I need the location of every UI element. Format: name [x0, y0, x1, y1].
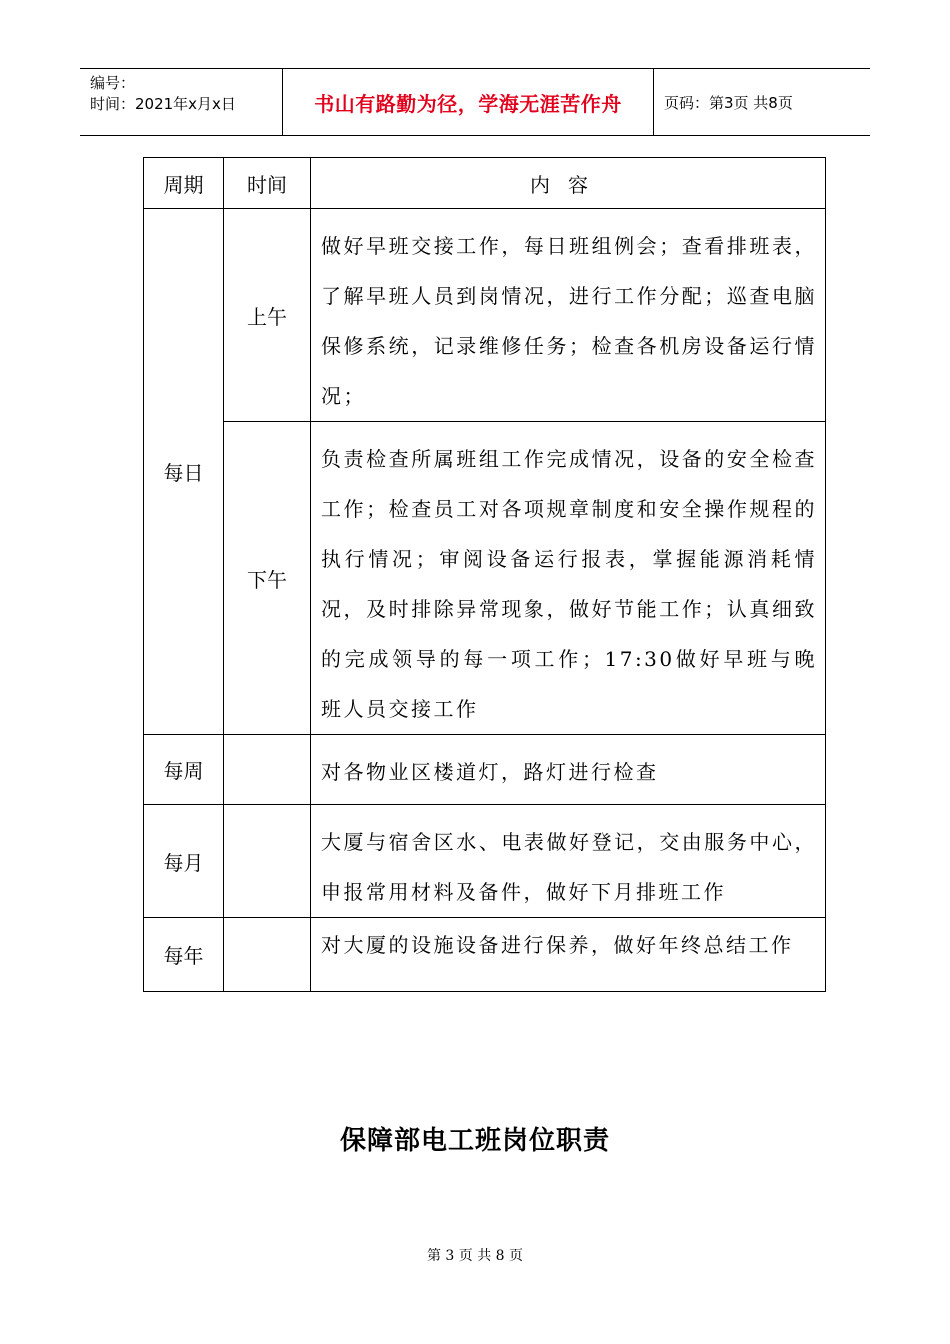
- content-monthly: 大厦与宿舍区水、电表做好登记，交由服务中心，申报常用材料及备件，做好下月排班工作: [311, 805, 826, 918]
- header-motto: 书山有路勤为径，学海无涯苦作舟: [314, 91, 622, 116]
- header-page-info: 页码：第3页 共8页: [664, 93, 793, 112]
- section-title: 保障部电工班岗位职责: [339, 1126, 610, 1156]
- document-date: 时间：2021年x月x日: [90, 95, 236, 113]
- content-morning: 做好早班交接工作，每日班组例会；查看排班表，了解早班人员到岗情况，进行工作分配；巡查电脑保修系统，记录维修任务；检查各机房设备运行情况；: [311, 209, 826, 422]
- header-motto-cell: [282, 69, 654, 135]
- period-daily: 每日: [144, 209, 224, 735]
- table-row: [144, 209, 826, 422]
- header-meta: [80, 69, 282, 135]
- table-header-row: [144, 158, 826, 209]
- duty-schedule-table: [143, 157, 826, 992]
- table-row: [144, 918, 826, 992]
- table-row: [144, 805, 826, 918]
- header-period: 周期: [144, 158, 224, 209]
- header-content: [311, 158, 826, 209]
- page-header: [80, 68, 870, 136]
- header-time: 时间: [224, 158, 311, 209]
- time-morning: 上午: [224, 209, 311, 422]
- period-monthly: 每月: [144, 805, 224, 918]
- period-weekly: 每周: [144, 735, 224, 805]
- content-weekly: 对各物业区楼道灯，路灯进行检查: [311, 735, 826, 805]
- table-row: [144, 422, 826, 735]
- header-content-label: 内容: [530, 172, 606, 197]
- content-yearly: 对大厦的设施设备进行保养，做好年终总结工作: [311, 918, 826, 992]
- content-afternoon: 负责检查所属班组工作完成情况，设备的安全检查工作；检查员工对各项规章制度和安全操作规程的执行情况；审阅设备运行报表，掌握能源消耗情况，及时排除异常现象，做好节能工作；认真细致的完成领导的每一项工作；17:30做好早班与晚班人员交接工作: [311, 422, 826, 735]
- time-weekly: [224, 735, 311, 805]
- time-monthly: [224, 805, 311, 918]
- time-afternoon: 下午: [224, 422, 311, 735]
- table-row: [144, 735, 826, 805]
- document-number: 编号：: [90, 74, 136, 92]
- time-yearly: [224, 918, 311, 992]
- page-footer: 第 3 页 共 8 页: [426, 1248, 524, 1264]
- period-yearly: 每年: [144, 918, 224, 992]
